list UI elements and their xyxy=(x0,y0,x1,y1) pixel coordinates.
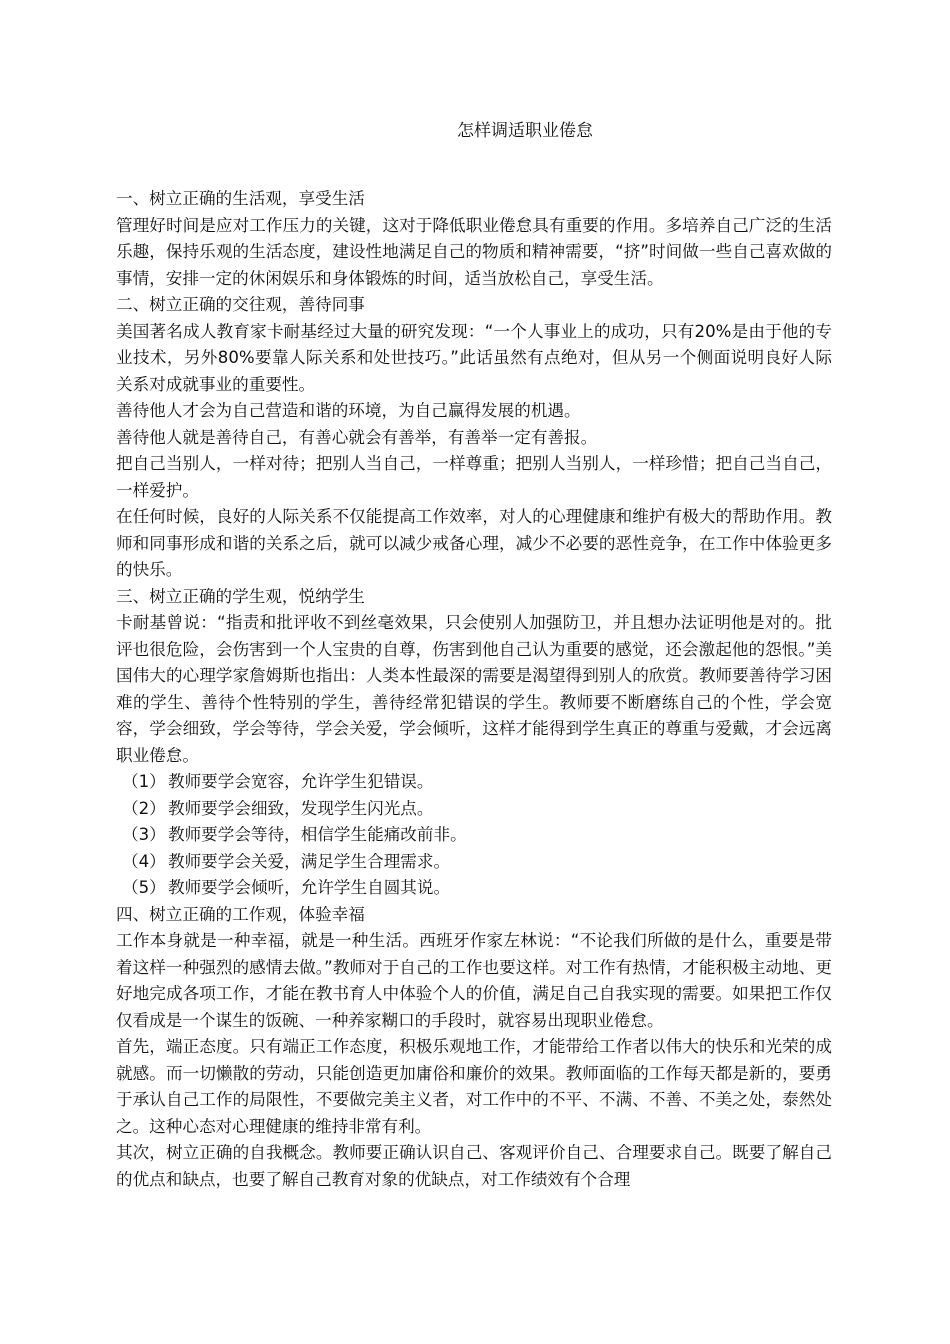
paragraph: 其次，树立正确的自我概念。教师要正确认识自己、客观评价自己、合理要求自己。既要了解自己的优点和缺点，也要了解自己教育对象的优缺点，对工作绩效有个合理 xyxy=(116,1143,832,1189)
document-body xyxy=(116,186,832,1193)
list-item-number: （2） xyxy=(122,798,166,818)
list-item xyxy=(116,875,832,902)
list-item-number: （1） xyxy=(122,772,166,791)
list-item-text: 教师要学会细致，发现学生闪光点。 xyxy=(168,798,434,818)
list-item-number: （4） xyxy=(122,851,166,871)
paragraph: 在任何时候，良好的人际关系不仅能提高工作效率，对人的心理健康和维护有极大的帮助作用。教师和同事形成和谐的关系之后，就可以减少戒备心理，减少不必要的恶性竞争，在工作中体验更多的快乐。 xyxy=(116,507,832,579)
paragraph: 把自己当别人，一样对待；把别人当自己，一样尊重；把别人当别人，一样珍惜；把自己当自己，一样爱护。 xyxy=(116,454,832,500)
paragraph: 善待他人就是善待自己，有善心就会有善举，有善举一定有善报。 xyxy=(116,427,598,447)
section-heading: 二、树立正确的交往观，善待同事 xyxy=(116,295,365,314)
list-item-text: 教师要学会等待，相信学生能痛改前非。 xyxy=(168,825,467,844)
document-title: 怎样调适职业倦怠 xyxy=(457,121,593,141)
paragraph: 工作本身就是一种幸福，就是一种生活。西班牙作家左林说：“不论我们所做的是什么，重要是带着这样一种强烈的感情去做。”教师对于自己的工作也要这样。对工作有热情，才能积极主动地、更好地完成各项工作，才能在教书育人中体验个人的价值，满足自己自我实现的需要。如果把工作仅仅看成是一个谋生的饭碗、一种养家糊口的手段时，就容易出现职业倦怠。 xyxy=(116,931,832,1030)
paragraph: 善待他人才会为自己营造和谐的环境，为自己赢得发展的机遇。 xyxy=(116,401,581,420)
section-heading: 三、树立正确的学生观，悦纳学生 xyxy=(116,586,365,606)
list-item-text: 教师要学会宽容，允许学生犯错误。 xyxy=(168,772,434,791)
list-item xyxy=(116,849,832,876)
list-item-text: 教师要学会倾听，允许学生自圆其说。 xyxy=(168,878,451,897)
paragraph: 卡耐基曾说：“指责和批评收不到丝毫效果，只会使别人加强防卫，并且想办法证明他是对的。批评也很危险，会伤害到一个人宝贵的自尊，伤害到他自己认为重要的感觉，还会激起他的怨恨。”美国伟大的心理学家詹姆斯也指出：人类本性最深的需要是渴望得到别人的欣赏。教师要善待学习困难的学生、善待个性特别的学生，善待经常犯错误的学生。教师要不断磨练自己的个性，学会宽容，学会细致，学会等待，学会关爱，学会倾听，这样才能得到学生真正的尊重与爱戴，才会远离职业倦怠。 xyxy=(116,613,832,765)
list-item xyxy=(116,769,832,796)
list-item-text: 教师要学会关爱，满足学生合理需求。 xyxy=(168,851,451,871)
section-heading: 一、树立正确的生活观，享受生活 xyxy=(116,189,365,208)
paragraph: 美国著名成人教育家卡耐基经过大量的研究发现：“一个人事业上的成功，只有20%是由于他的专业技术，另外80%要靠人际关系和处世技巧。”此话虽然有点绝对，但从另一个侧面说明良好人际关系对成就事业的重要性。 xyxy=(116,321,832,394)
paragraph: 管理好时间是应对工作压力的关键，这对于降低职业倦怠具有重要的作用。多培养自己广泛的生活乐趣，保持乐观的生活态度，建设性地满足自己的物质和精神需要，“挤”时间做一些自己喜欢做的事情，安排一定的休闲娱乐和身体锻炼的时间，适当放松自己，享受生活。 xyxy=(116,215,832,288)
list-item xyxy=(116,822,832,849)
list-item xyxy=(116,796,832,823)
section-heading: 四、树立正确的工作观，体验幸福 xyxy=(116,904,365,924)
list-item-number: （5） xyxy=(122,878,166,897)
list-item-number: （3） xyxy=(122,825,166,844)
paragraph: 首先，端正态度。只有端正工作态度，积极乐观地工作，才能带给工作者以伟大的快乐和光荣的成就感。而一切懒散的劳动，只能创造更加庸俗和廉价的效果。教师面临的工作每天都是新的，要勇于承认自己工作的局限性，不要做完美主义者，对工作中的不平、不满、不善、不美之处，泰然处之。这种心态对心理健康的维持非常有利。 xyxy=(116,1037,832,1136)
